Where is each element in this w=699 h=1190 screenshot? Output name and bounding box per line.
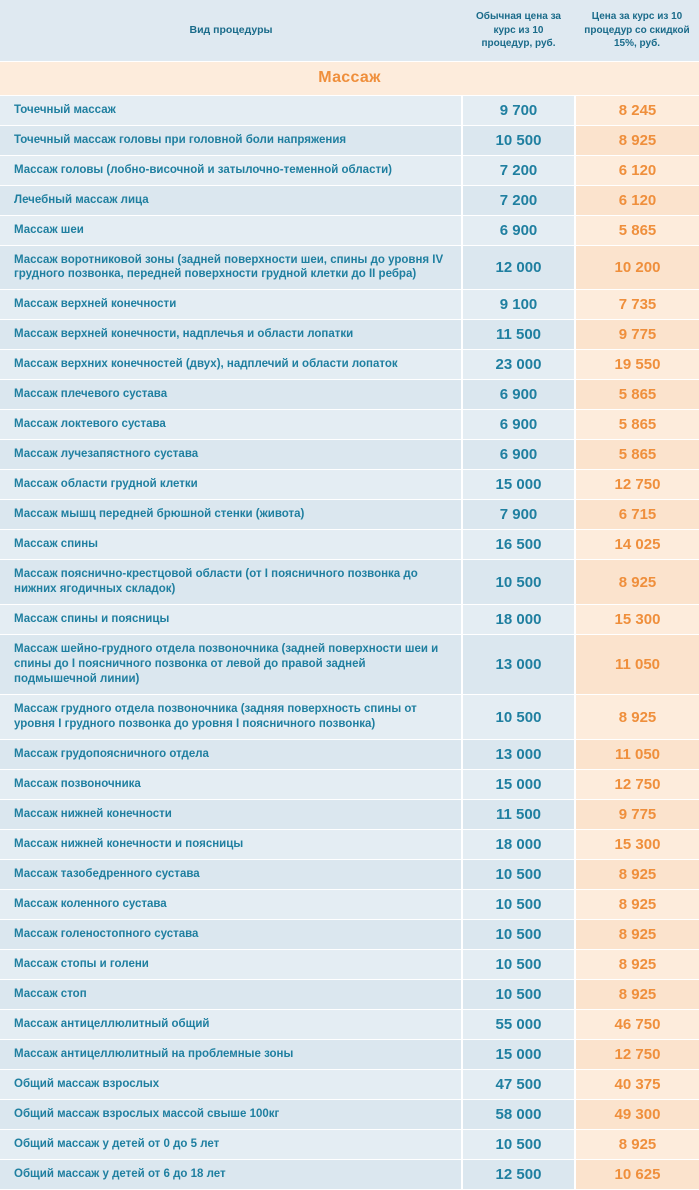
- procedure-name: Массаж антицеллюлитный на проблемные зоны: [0, 1039, 462, 1069]
- table-body: [0, 61, 699, 1189]
- column-header-discount-price: Цена за курс из 10 процедур со скидкой 15%, руб.: [575, 0, 699, 61]
- discount-price: 40 375: [575, 1069, 699, 1099]
- procedure-name: Массаж грудного отдела позвоночника (задняя поверхность спины от уровня I грудного позвонка до уровня I поясничного позвонка): [0, 695, 462, 740]
- table-row: [0, 919, 699, 949]
- table-row: [0, 605, 699, 635]
- table-row: [0, 1039, 699, 1069]
- discount-price: 6 715: [575, 500, 699, 530]
- discount-price: 8 925: [575, 949, 699, 979]
- procedure-name: Массаж верхней конечности, надплечья и области лопатки: [0, 320, 462, 350]
- header-row: [0, 0, 699, 61]
- table-row: [0, 829, 699, 859]
- procedure-name: Точечный массаж головы при головной боли напряжения: [0, 125, 462, 155]
- discount-price: 19 550: [575, 350, 699, 380]
- regular-price: 11 500: [462, 799, 575, 829]
- discount-price: 8 925: [575, 1129, 699, 1159]
- table-row: [0, 859, 699, 889]
- discount-price: 15 300: [575, 605, 699, 635]
- discount-price: 8 925: [575, 125, 699, 155]
- table-row: [0, 410, 699, 440]
- procedure-name: Массаж воротниковой зоны (задней поверхности шеи, спины до уровня IV грудного позвонка, передней поверхности грудной клетки до II ребра): [0, 245, 462, 290]
- discount-price: 8 925: [575, 979, 699, 1009]
- column-header-procedure: Вид процедуры: [0, 0, 462, 61]
- section-title-row: [0, 61, 699, 95]
- procedure-name: Массаж плечевого сустава: [0, 380, 462, 410]
- regular-price: 23 000: [462, 350, 575, 380]
- regular-price: 10 500: [462, 859, 575, 889]
- regular-price: 7 200: [462, 155, 575, 185]
- procedure-name: Массаж стоп: [0, 979, 462, 1009]
- procedure-name: Общий массаж у детей от 0 до 5 лет: [0, 1129, 462, 1159]
- discount-price: 5 865: [575, 380, 699, 410]
- table-row: [0, 530, 699, 560]
- procedure-name: Массаж спины: [0, 530, 462, 560]
- regular-price: 16 500: [462, 530, 575, 560]
- regular-price: 11 500: [462, 320, 575, 350]
- discount-price: 9 775: [575, 320, 699, 350]
- regular-price: 58 000: [462, 1099, 575, 1129]
- table-row: [0, 245, 699, 290]
- regular-price: 15 000: [462, 1039, 575, 1069]
- table-row: [0, 470, 699, 500]
- regular-price: 12 500: [462, 1159, 575, 1189]
- procedure-name: Точечный массаж: [0, 95, 462, 125]
- procedure-name: Лечебный массаж лица: [0, 185, 462, 215]
- table-row: [0, 1159, 699, 1189]
- discount-price: 10 200: [575, 245, 699, 290]
- discount-price: 8 925: [575, 859, 699, 889]
- procedure-name: Массаж пояснично-крестцовой области (от I поясничного позвонка до нижних ягодичных складок): [0, 560, 462, 605]
- table-row: [0, 320, 699, 350]
- procedure-name: Общий массаж взрослых массой свыше 100кг: [0, 1099, 462, 1129]
- regular-price: 10 500: [462, 919, 575, 949]
- procedure-name: Массаж шейно-грудного отдела позвоночника (задней поверхности шеи и спины до I поясничного позвонка от левой до правой задней подмышечной линии): [0, 635, 462, 695]
- discount-price: 5 865: [575, 215, 699, 245]
- procedure-name: Массаж позвоночника: [0, 769, 462, 799]
- regular-price: 18 000: [462, 605, 575, 635]
- procedure-name: Массаж верхних конечностей (двух), надплечий и области лопаток: [0, 350, 462, 380]
- discount-price: 9 775: [575, 799, 699, 829]
- regular-price: 10 500: [462, 1129, 575, 1159]
- procedure-name: Массаж антицеллюлитный общий: [0, 1009, 462, 1039]
- regular-price: 12 000: [462, 245, 575, 290]
- discount-price: 46 750: [575, 1009, 699, 1039]
- discount-price: 8 245: [575, 95, 699, 125]
- procedure-name: Массаж нижней конечности и поясницы: [0, 829, 462, 859]
- procedure-name: Массаж мышц передней брюшной стенки (живота): [0, 500, 462, 530]
- discount-price: 8 925: [575, 889, 699, 919]
- discount-price: 8 925: [575, 695, 699, 740]
- table-row: [0, 440, 699, 470]
- discount-price: 6 120: [575, 155, 699, 185]
- discount-price: 10 625: [575, 1159, 699, 1189]
- regular-price: 10 500: [462, 889, 575, 919]
- table-row: [0, 560, 699, 605]
- table-row: [0, 350, 699, 380]
- regular-price: 55 000: [462, 1009, 575, 1039]
- regular-price: 15 000: [462, 470, 575, 500]
- discount-price: 5 865: [575, 440, 699, 470]
- table-row: [0, 380, 699, 410]
- procedure-name: Массаж спины и поясницы: [0, 605, 462, 635]
- table-row: [0, 95, 699, 125]
- regular-price: 6 900: [462, 380, 575, 410]
- table-row: [0, 739, 699, 769]
- discount-price: 14 025: [575, 530, 699, 560]
- table-row: [0, 1099, 699, 1129]
- regular-price: 47 500: [462, 1069, 575, 1099]
- table-row: [0, 949, 699, 979]
- regular-price: 10 500: [462, 979, 575, 1009]
- regular-price: 9 700: [462, 95, 575, 125]
- procedure-name: Массаж верхней конечности: [0, 290, 462, 320]
- regular-price: 9 100: [462, 290, 575, 320]
- regular-price: 10 500: [462, 695, 575, 740]
- regular-price: 18 000: [462, 829, 575, 859]
- discount-price: 15 300: [575, 829, 699, 859]
- discount-price: 12 750: [575, 470, 699, 500]
- table-row: [0, 125, 699, 155]
- procedure-name: Общий массаж взрослых: [0, 1069, 462, 1099]
- table-row: [0, 799, 699, 829]
- table-row: [0, 979, 699, 1009]
- discount-price: 49 300: [575, 1099, 699, 1129]
- procedure-name: Массаж грудопоясничного отдела: [0, 739, 462, 769]
- discount-price: 5 865: [575, 410, 699, 440]
- table-row: [0, 695, 699, 740]
- discount-price: 7 735: [575, 290, 699, 320]
- table-header: [0, 0, 699, 61]
- regular-price: 7 200: [462, 185, 575, 215]
- regular-price: 6 900: [462, 410, 575, 440]
- procedure-name: Массаж голеностопного сустава: [0, 919, 462, 949]
- procedure-name: Массаж тазобедренного сустава: [0, 859, 462, 889]
- table-row: [0, 500, 699, 530]
- table-row: [0, 290, 699, 320]
- regular-price: 13 000: [462, 635, 575, 695]
- regular-price: 15 000: [462, 769, 575, 799]
- procedure-name: Массаж стопы и голени: [0, 949, 462, 979]
- regular-price: 10 500: [462, 125, 575, 155]
- procedure-name: Массаж шеи: [0, 215, 462, 245]
- regular-price: 7 900: [462, 500, 575, 530]
- section-title: Массаж: [0, 61, 699, 95]
- regular-price: 10 500: [462, 560, 575, 605]
- discount-price: 12 750: [575, 769, 699, 799]
- discount-price: 6 120: [575, 185, 699, 215]
- procedure-name: Массаж головы (лобно-височной и затылочно-теменной области): [0, 155, 462, 185]
- procedure-name: Массаж лучезапястного сустава: [0, 440, 462, 470]
- regular-price: 6 900: [462, 440, 575, 470]
- regular-price: 6 900: [462, 215, 575, 245]
- table-row: [0, 155, 699, 185]
- table-row: [0, 769, 699, 799]
- table-row: [0, 1009, 699, 1039]
- regular-price: 10 500: [462, 949, 575, 979]
- table-row: [0, 215, 699, 245]
- procedure-name: Массаж области грудной клетки: [0, 470, 462, 500]
- discount-price: 8 925: [575, 919, 699, 949]
- table-row: [0, 1069, 699, 1099]
- procedure-name: Массаж коленного сустава: [0, 889, 462, 919]
- table-row: [0, 635, 699, 695]
- discount-price: 12 750: [575, 1039, 699, 1069]
- procedure-name: Массаж локтевого сустава: [0, 410, 462, 440]
- column-header-regular-price: Обычная цена за курс из 10 процедур, руб.: [462, 0, 575, 61]
- procedure-name: Массаж нижней конечности: [0, 799, 462, 829]
- table-row: [0, 889, 699, 919]
- table-row: [0, 1129, 699, 1159]
- discount-price: 11 050: [575, 635, 699, 695]
- table-row: [0, 185, 699, 215]
- discount-price: 11 050: [575, 739, 699, 769]
- discount-price: 8 925: [575, 560, 699, 605]
- regular-price: 13 000: [462, 739, 575, 769]
- procedure-name: Общий массаж у детей от 6 до 18 лет: [0, 1159, 462, 1189]
